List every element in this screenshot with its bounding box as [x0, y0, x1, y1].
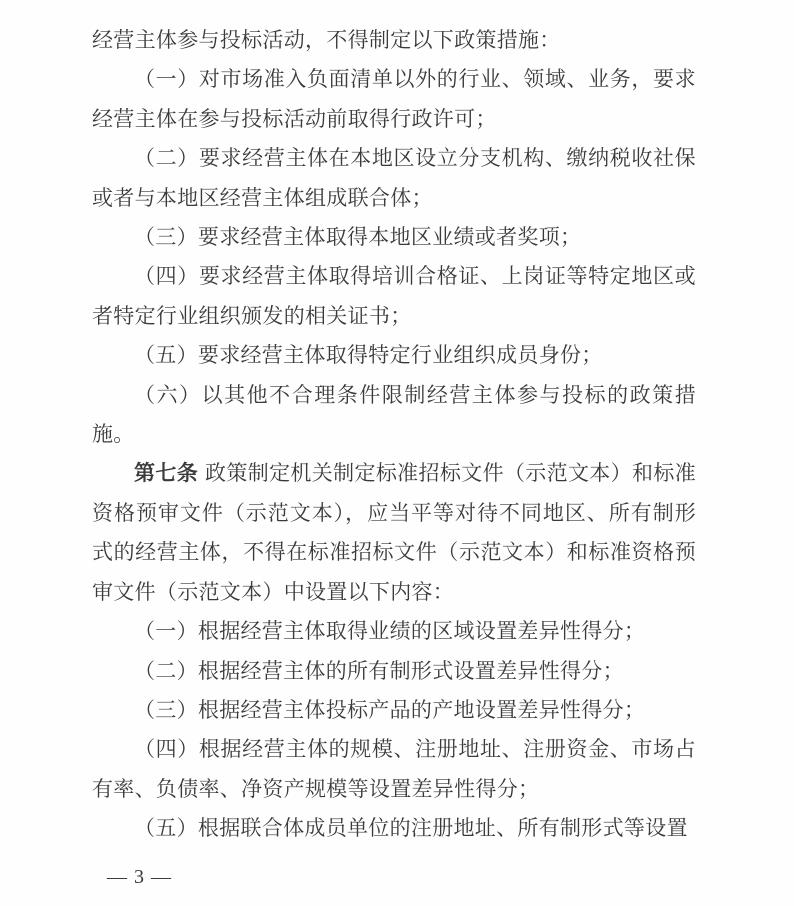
- clause-item-4: （四）要求经营主体取得培训合格证、上岗证等特定地区或者特定行业组织颁发的相关证书；: [92, 264, 696, 328]
- clause-item-1: （一）对市场准入负面清单以外的行业、领域、业务，要求经营主体在参与投标活动前取得行政许可；: [92, 67, 696, 131]
- page-number: — 3 —: [107, 865, 172, 888]
- clause-item-2: （二）要求经营主体在本地区设立分支机构、缴纳税收社保或者与本地区经营主体组成联合体；: [92, 146, 696, 210]
- subclause-item-3: （三）根据经营主体投标产品的产地设置差异性得分；: [134, 697, 646, 722]
- document-body: [92, 21, 696, 849]
- article-7-paragraph: [92, 454, 696, 612]
- subclause-item-4: （四）根据经营主体的规模、注册地址、注册资金、市场占有率、负债率、净资产规模等设置差异性得分；: [92, 737, 696, 801]
- article-number-label: 第七条: [134, 461, 199, 486]
- clause-item-3: （三）要求经营主体取得本地区业绩或者奖项；: [134, 225, 582, 250]
- subclause-item-1: （一）根据经营主体取得业绩的区域设置差异性得分；: [134, 619, 646, 644]
- paragraph-continuation: 经营主体参与投标活动，不得制定以下政策措施：: [92, 28, 561, 52]
- subclause-item-2: （二）根据经营主体的所有制形式设置差异性得分；: [134, 658, 624, 683]
- clause-item-5: （五）要求经营主体取得特定行业组织成员身份；: [134, 343, 603, 368]
- subclause-item-5: （五）根据联合体成员单位的注册地址、所有制形式等设置: [134, 816, 688, 841]
- article-7-text: 政策制定机关制定标准招标文件（示范文本）和标准资格预审文件（示范文本），应当平等对待不同地区、所有制形式的经营主体，不得在标准招标文件（示范文本）和标准资格预审文件（示范文本）中设置以下内容：: [92, 461, 696, 604]
- clause-item-6: （六）以其他不合理条件限制经营主体参与投标的政策措施。: [92, 382, 696, 447]
